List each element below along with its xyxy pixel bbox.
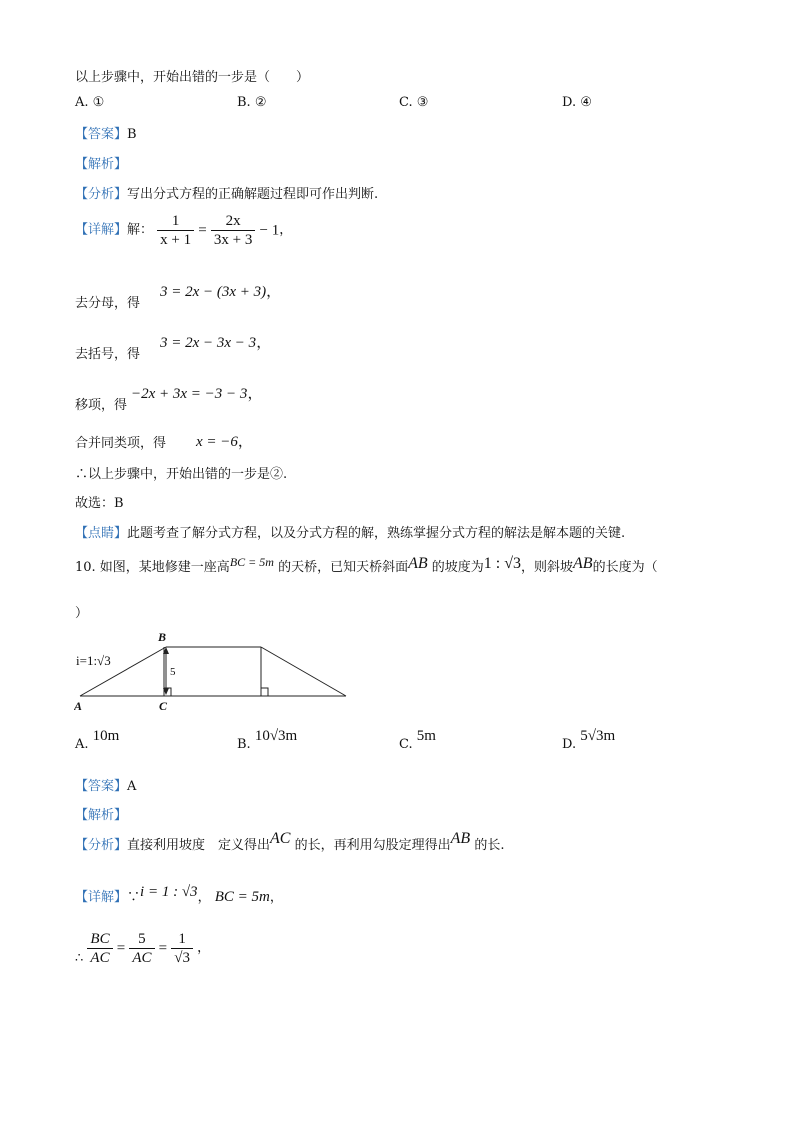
q9-conclusion: ∴以上步骤中，开始出错的一步是②. (75, 467, 288, 482)
q9-step3-eq: −2x + 3x = −3 − 3， (131, 386, 263, 402)
fraction-bc-over-ac: $\frac{BC}{AC}$ (87, 930, 112, 967)
q9-choose: 故选：B (75, 496, 124, 511)
q9-step4-eq: x = −6， (196, 434, 253, 450)
q9-option-c[interactable]: C. ③ (399, 95, 429, 110)
answer-tag: 【答案】 (75, 779, 128, 794)
q9-option-b[interactable]: B. ② (237, 95, 267, 110)
fraction-1-over-x-plus-1: $\frac{1}{x + 1}$ (157, 212, 194, 249)
fraction-1-over-sqrt3: $\frac{1}{√3}$ (171, 930, 193, 967)
height-label: 5 (170, 666, 176, 678)
q10-answer: 【答案】A (75, 779, 137, 794)
fraction-2x-over-3x-plus-3: $\frac{2x}{3x + 3}$ (211, 212, 255, 249)
q9-step3-label: 移项，得 (75, 398, 128, 413)
q10-option-d[interactable]: D. 5√3m (562, 728, 616, 752)
q10-jiexi-tag: 【解析】 (75, 808, 128, 823)
q10-stem: 10. 如图，某地修建一座高BC = 5m 的天桥，已知天桥斜面AB 的坡度为1 : √3，则斜坡AB的长度为（ (75, 555, 658, 575)
answer-tag: 【答案】 (75, 127, 128, 142)
point-c-label: C (159, 699, 168, 713)
q9-option-d[interactable]: D. ④ (562, 95, 592, 110)
right-angle-right (261, 688, 268, 696)
bridge-figure (74, 628, 354, 714)
q9-analysis: 【分析】写出分式方程的正确解题过程即可作出判断. (75, 187, 379, 202)
slope-label: i=1:√3 (76, 653, 111, 668)
point-b-label: B (158, 630, 167, 644)
q10-fraction-line: ∴ $\frac{BC}{AC}$ = $\frac{5}{AC}$ = $\frac{1}{√3}$ ， (75, 931, 211, 966)
q9-step2-eq: 3 = 2x − 3x − 3， (160, 335, 272, 351)
q9-step2-label: 去括号，得 (75, 347, 141, 362)
slope-right (261, 647, 346, 696)
fraction-5-over-ac: $\frac{5}{AC}$ (129, 930, 154, 967)
q9-step1-eq: 3 = 2x − (3x + 3)， (160, 284, 282, 300)
q9-comment: 【点睛】此题考查了解分式方程，以及分式方程的解，熟练掌握分式方程的解法是解本题的关键. (75, 526, 626, 541)
q9-stem: 以上步骤中，开始出错的一步是（ ） (75, 70, 310, 85)
q10-option-c[interactable]: C. 5m (399, 728, 436, 752)
q9-step4-label: 合并同类项，得 (75, 436, 167, 451)
q9-jiexi-tag: 【解析】 (75, 157, 128, 172)
q9-step1-label: 去分母，得 (75, 296, 141, 311)
point-a-label: A (74, 699, 83, 713)
q9-option-a[interactable]: A. ① (75, 95, 105, 110)
q10-option-b[interactable]: B. 10√3m (237, 728, 298, 752)
q10-stem-close: ） (75, 606, 89, 621)
q10-detail-line: 【详解】∵i = 1 : √3， BC = 5m， (75, 884, 283, 905)
q10-analysis: 【分析】直接利用坡度 定义得出AC 的长，再利用勾股定理得出AB 的长. (75, 830, 505, 853)
q10-option-a[interactable]: A. 10m (75, 728, 120, 752)
q9-detail-line: 【详解】解： $\frac{1}{x + 1}$ = $\frac{2x}{3x + 3}$ − 1， (75, 213, 293, 248)
q9-answer: 【答案】B (75, 127, 137, 142)
